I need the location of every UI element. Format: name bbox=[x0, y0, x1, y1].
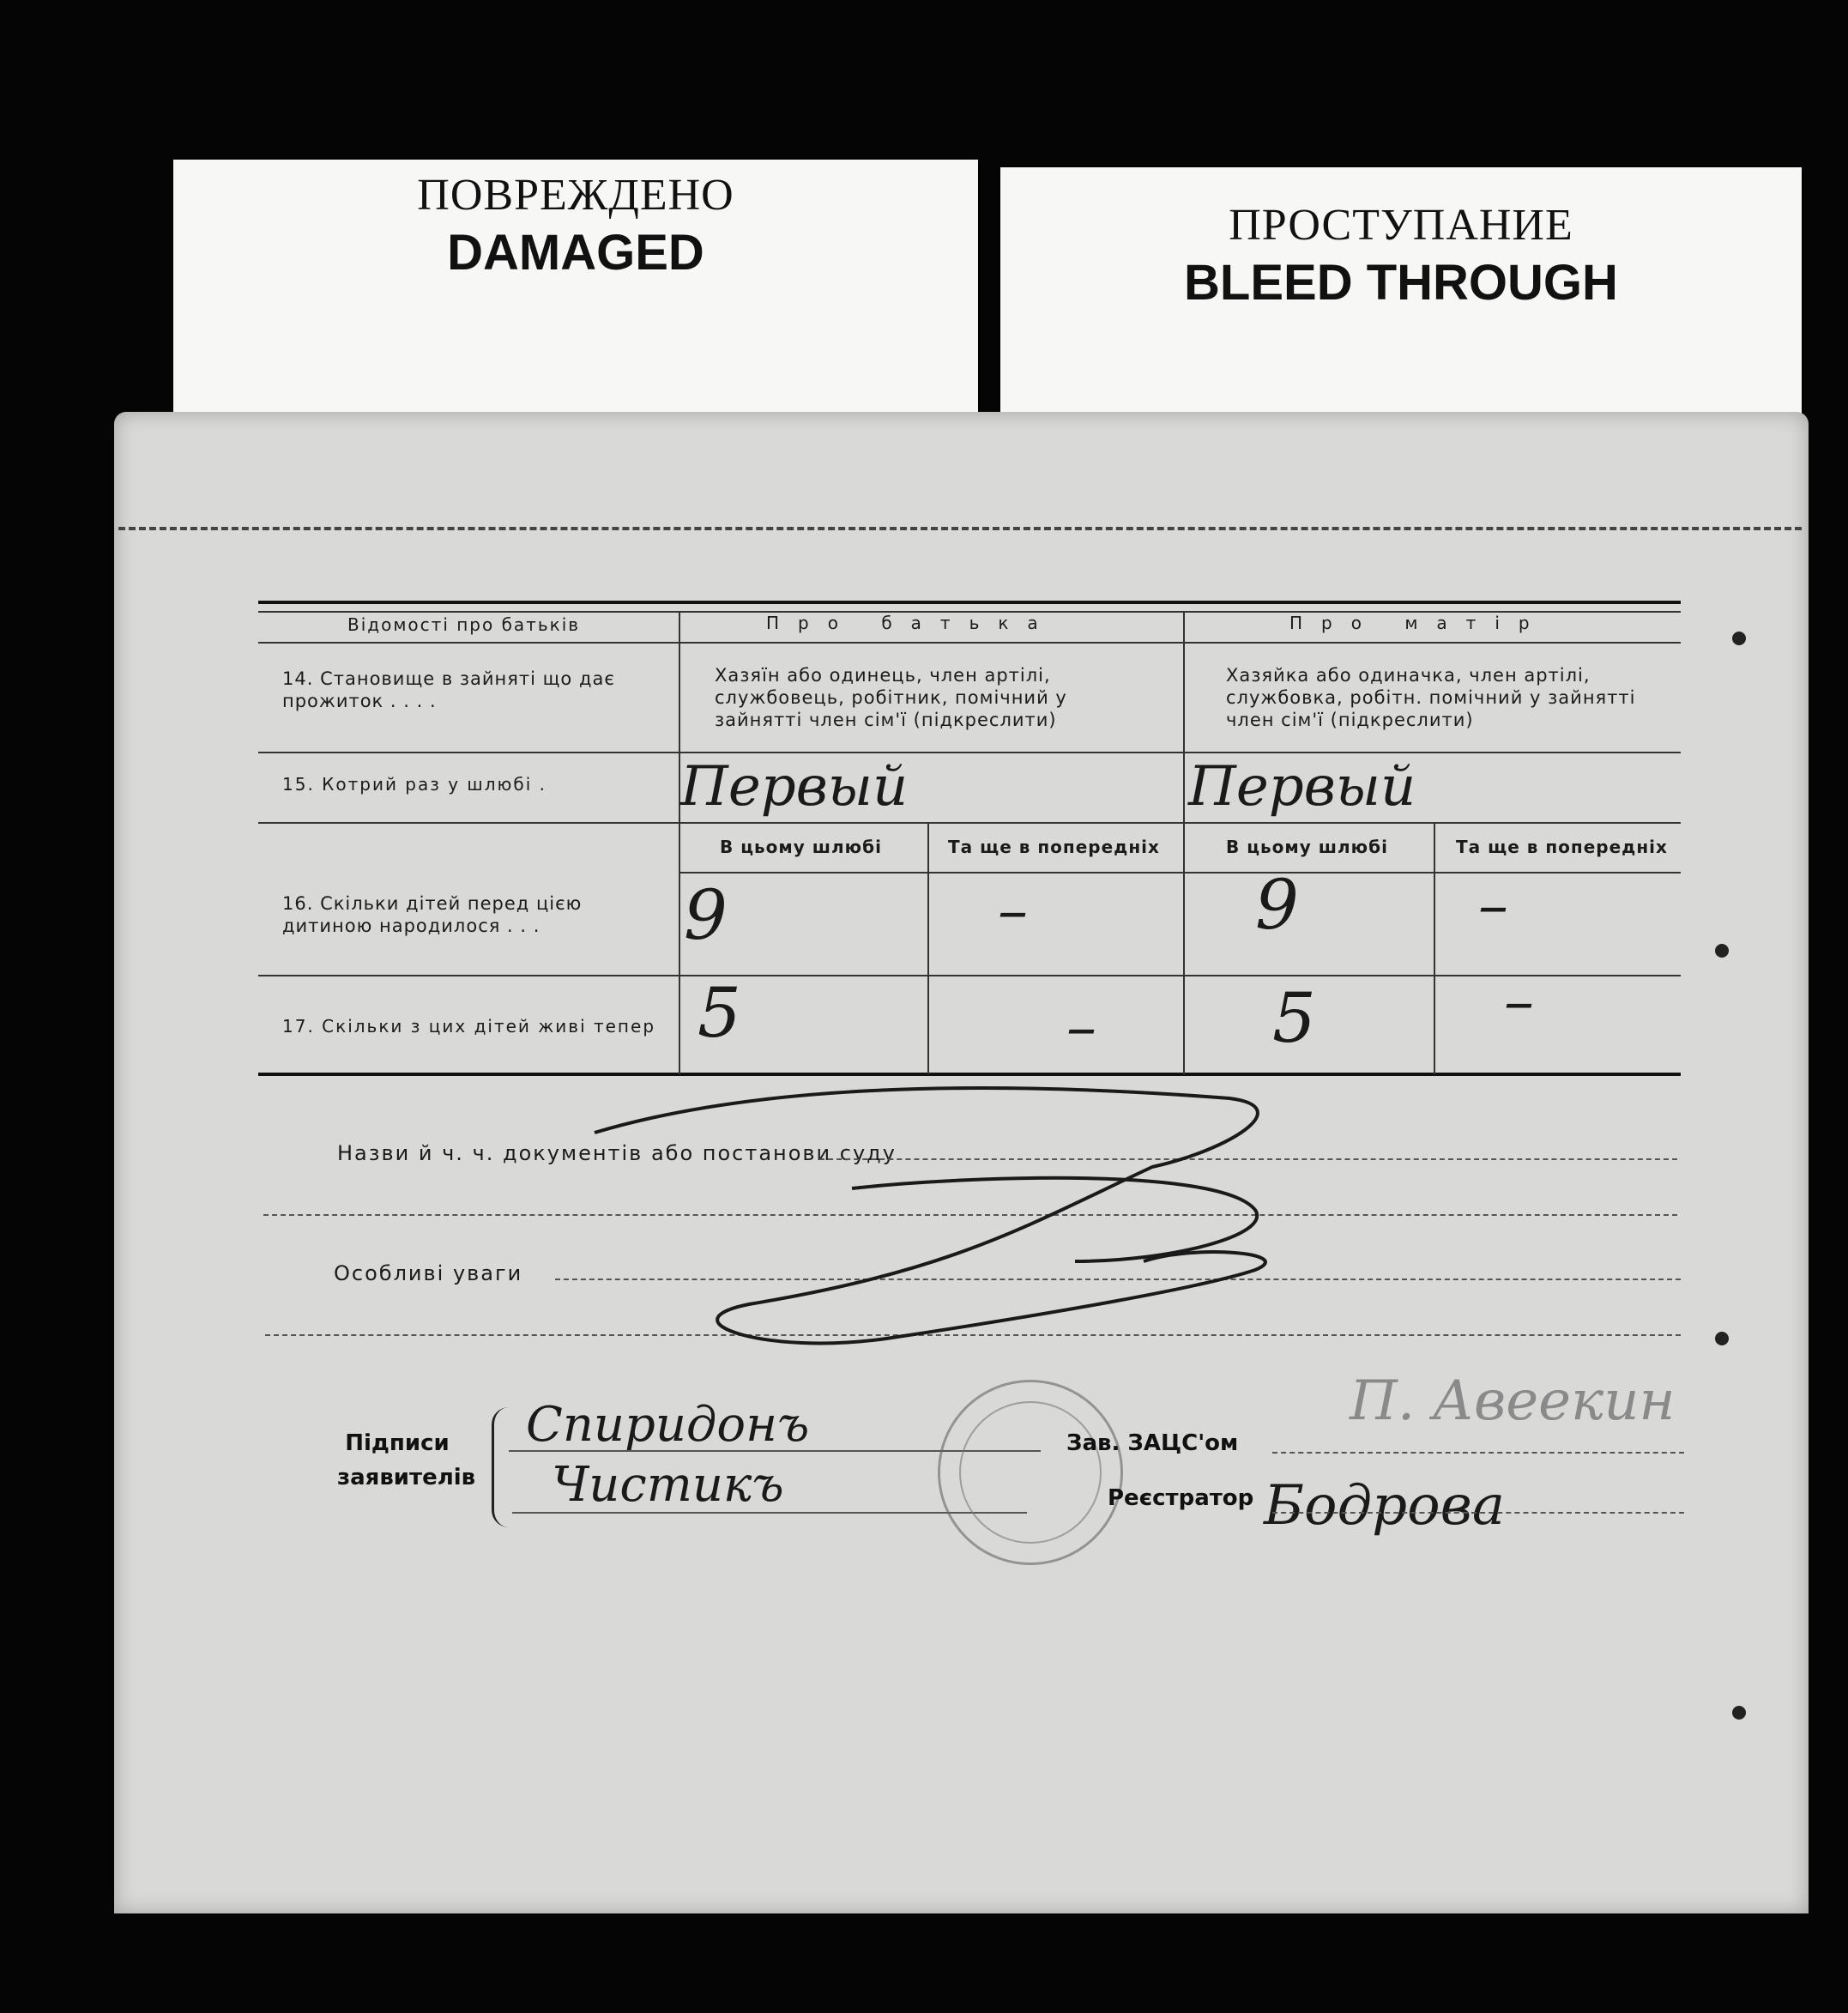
head-label: Зав. ЗАЦС'ом bbox=[1066, 1430, 1239, 1456]
applicant-signature-2: Чистикъ bbox=[552, 1457, 784, 1513]
row14-father: Хазяїн або одинець, член артілі, службовець, робітник, помічний у зайнятті член сім'ї (підкреслити) bbox=[715, 665, 1067, 730]
signatures-brace bbox=[492, 1407, 516, 1527]
col-father-header: Про батька bbox=[766, 613, 1057, 633]
col-info-header: Відомості про батьків bbox=[347, 614, 581, 635]
row17-mother-this: 5 bbox=[1272, 978, 1316, 1058]
sub-mother-prev: Та ще в попередніх bbox=[1456, 837, 1668, 857]
row17-father-this: 5 bbox=[698, 973, 741, 1053]
registrar-signature: Бодрова bbox=[1264, 1474, 1506, 1538]
head-signature: П. Авеекин bbox=[1350, 1369, 1676, 1433]
registrar-line bbox=[1272, 1512, 1684, 1514]
row15-father-hand: Первый bbox=[680, 755, 909, 819]
row17-father-prev: – bbox=[1066, 992, 1096, 1062]
void-z-mark bbox=[114, 412, 1809, 1442]
row14-mother: Хазяйка або одиначка, член артілі, службовка, робітн. помічний у зайнятті член сім'ї (підкреслити) bbox=[1226, 665, 1636, 730]
row16-mother-prev: – bbox=[1478, 870, 1508, 940]
row16-father-prev: – bbox=[998, 875, 1028, 946]
signatures-label: Підписи заявителів bbox=[337, 1430, 476, 1490]
bleed-en: BLEED THROUGH bbox=[1184, 255, 1618, 311]
row16-label: 16. Скільки дітей перед цією дитиною народилося . . . bbox=[282, 893, 583, 936]
row15-label: 15. Котрий раз у шлюбі . bbox=[282, 774, 547, 795]
head-line bbox=[1272, 1452, 1684, 1454]
document-sheet bbox=[114, 412, 1809, 1913]
binding-hole-1 bbox=[1732, 632, 1746, 645]
sub-father-prev: Та ще в попередніх bbox=[948, 837, 1160, 857]
damaged-en: DAMAGED bbox=[447, 225, 704, 281]
sub-father-this: В цьому шлюбі bbox=[720, 837, 882, 857]
registrar-label: Реєстратор bbox=[1108, 1485, 1254, 1511]
bleed-ru: ПРОСТУПАНИЕ bbox=[1229, 201, 1573, 250]
row14-label: 14. Становище в зайняті що дає прожиток . . . . bbox=[282, 668, 615, 711]
damaged-card bbox=[173, 160, 978, 417]
row17-mother-prev: – bbox=[1504, 966, 1534, 1037]
binding-hole-4 bbox=[1732, 1706, 1746, 1720]
binding-hole-3 bbox=[1715, 1332, 1729, 1345]
row15-mother-hand: Первый bbox=[1188, 755, 1416, 819]
applicant-signature-1: Спиридонъ bbox=[526, 1397, 810, 1453]
bleed-through-card bbox=[1000, 167, 1802, 425]
binding-hole-2 bbox=[1715, 944, 1729, 958]
documents-label: Назви й ч. ч. документів або постанови суду bbox=[337, 1141, 897, 1165]
col-mother-header: Про матір bbox=[1289, 613, 1549, 633]
row17-label: 17. Скільки з цих дітей живі тепер bbox=[282, 1016, 656, 1037]
damaged-ru: ПОВРЕЖДЕНО bbox=[417, 171, 734, 220]
sub-mother-this: В цьому шлюбі bbox=[1226, 837, 1388, 857]
official-stamp bbox=[938, 1380, 1123, 1565]
row16-mother-this: 9 bbox=[1255, 865, 1299, 945]
remarks-label: Особливі уваги bbox=[334, 1261, 523, 1285]
row16-father-this: 9 bbox=[684, 875, 728, 955]
